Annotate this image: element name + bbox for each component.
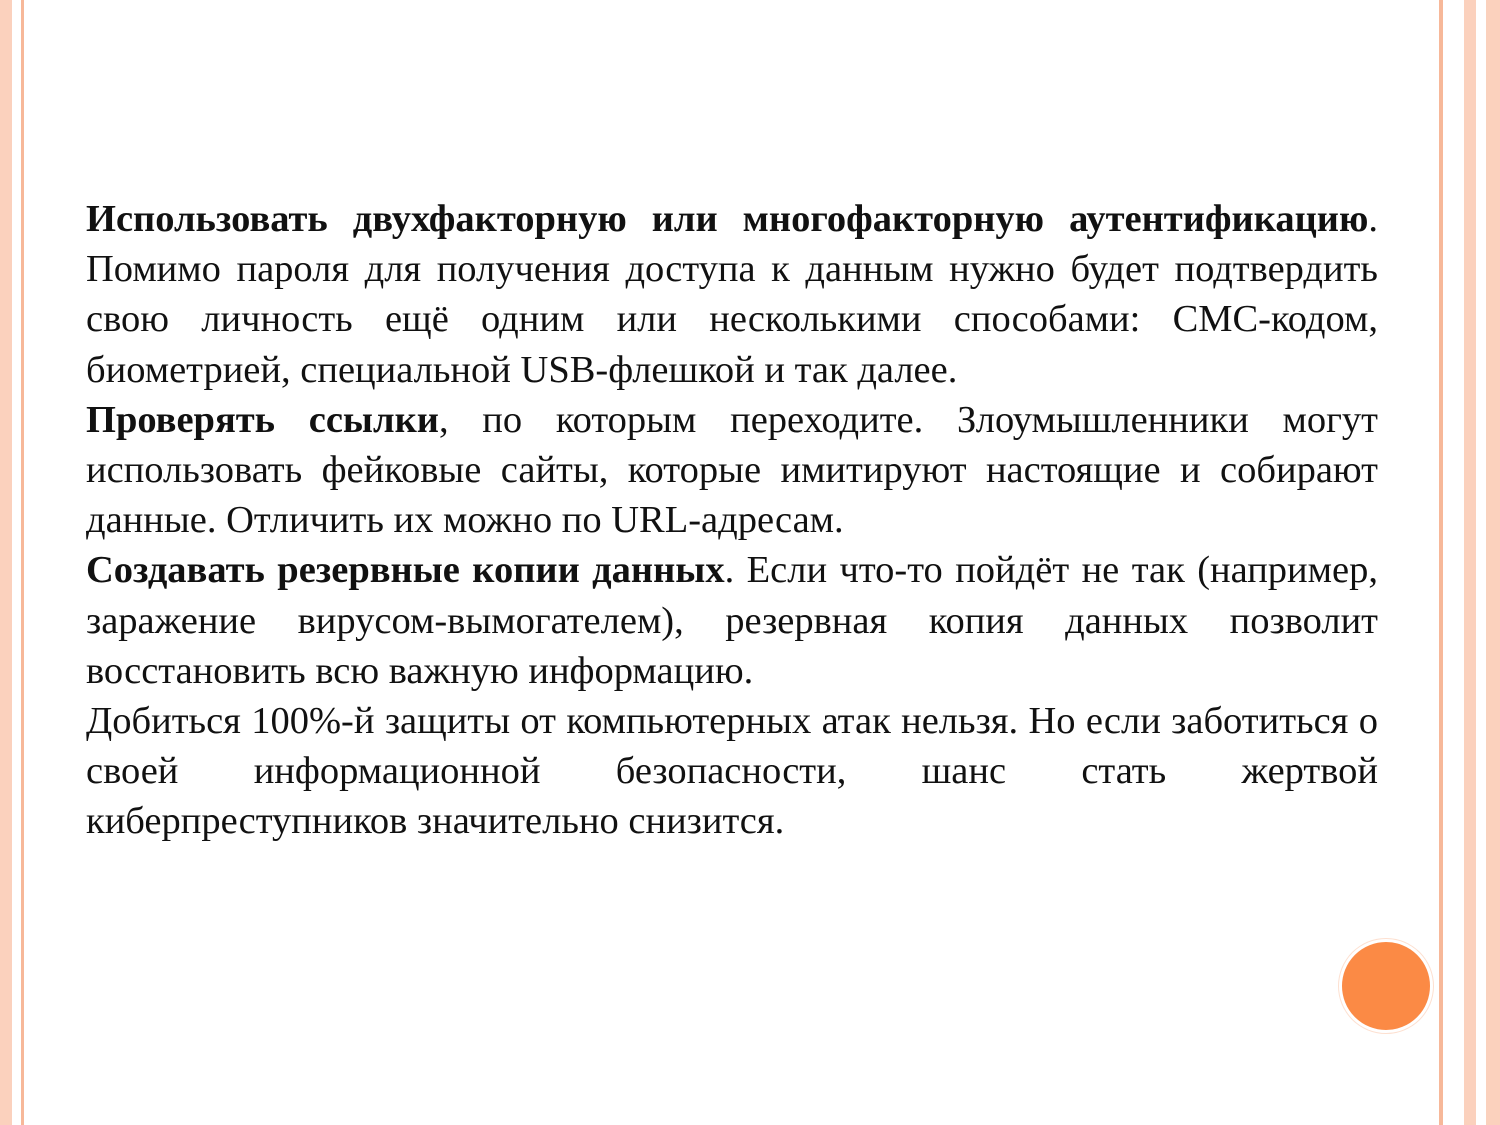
paragraph-lead-bold: Проверять ссылки <box>86 398 439 441</box>
paragraph-lead-bold: Использовать двухфакторную или многофакторную аутентификацию <box>86 198 1369 240</box>
paragraph-backups <box>86 545 1378 696</box>
frame-stripe-left <box>0 0 12 1125</box>
decorative-circle <box>1339 939 1433 1033</box>
paragraph-text: . Помимо пароля для получения доступа к данным нужно будет подтвердить свою личность ещё одним или несколькими способами: СМС-кодом, биометрией, специальной USB-флешкой и так далее. <box>86 198 1378 391</box>
paragraph-check-links <box>86 395 1378 546</box>
paragraph-text: . Если что-то пойдёт не так (например, заражение вирусом-вымогателем), резервная копия данных позволит восстановить всю важную информацию. <box>86 549 1378 692</box>
frame-stripe-right-outer <box>1486 0 1500 1125</box>
paragraph-text: Добиться 100%-й защиты от компьютерных атак нельзя. Но если заботиться о своей информационной безопасности, шанс стать жертвой киберпреступников значительно снизится. <box>86 700 1378 843</box>
paragraph-lead-bold: Создавать резервные копии данных <box>86 549 725 592</box>
paragraph-two-factor-auth <box>86 194 1378 395</box>
paragraph-conclusion <box>86 696 1378 847</box>
paragraph-text: , по которым переходите. Злоумышленники могут использовать фейковые сайты, которые имитируют настоящие и собирают данные. Отличить их можно по URL-адресам. <box>86 398 1378 542</box>
frame-stripe-right-inner <box>1464 0 1476 1125</box>
frame-line-left <box>21 0 24 1125</box>
frame-line-right <box>1439 0 1443 1125</box>
slide-body <box>86 194 1378 847</box>
